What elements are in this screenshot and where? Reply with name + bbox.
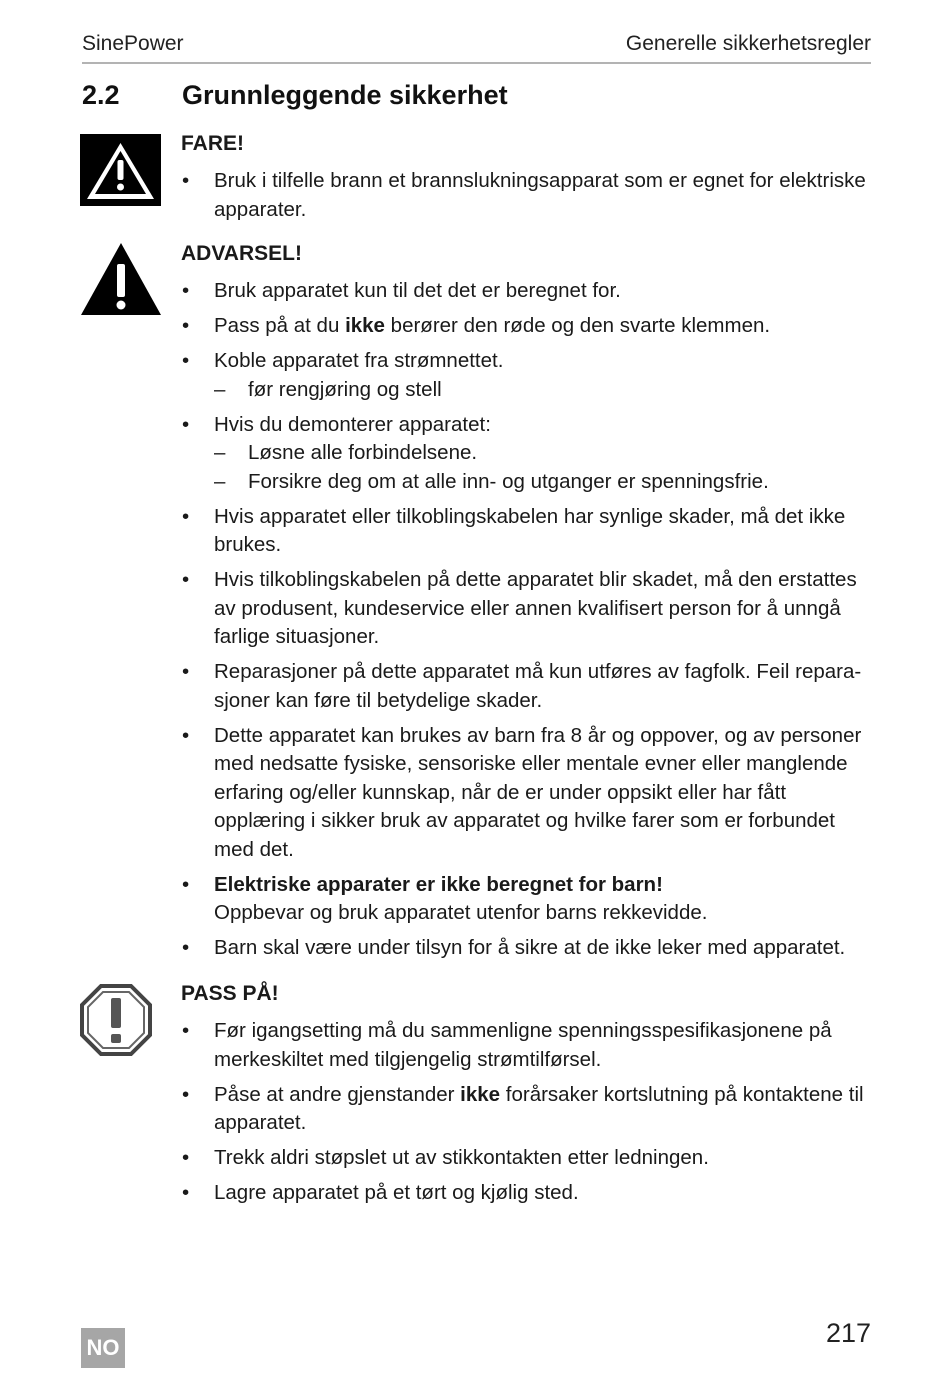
header-product-name: SinePower	[82, 32, 184, 55]
list-item: • Hvis tilkoblingskabelen på dette apparatet blir skadet, må den erstattes av produsent, kundeservice eller annen kvalifisert person for å unngå farlige situasjoner.	[181, 566, 873, 652]
list-item-text: Hvis du demonterer apparatet:	[214, 412, 491, 436]
list-item	[181, 312, 873, 341]
text-fragment: Pass på at du	[214, 314, 346, 337]
page-header	[82, 30, 871, 64]
list-item: • Trekk aldri støpslet ut av stikkontakten etter ledningen.	[181, 1144, 873, 1173]
section-number: 2.2	[82, 80, 120, 110]
notice-label: PASS PÅ!	[181, 982, 279, 1005]
text-fragment: berører den røde og den svarte klemmen.	[384, 314, 771, 337]
danger-triangle-icon	[80, 134, 161, 206]
notice-octagon-icon	[80, 984, 152, 1056]
list-item-text: Oppbevar og bruk apparatet utenfor barns rekkevidde.	[214, 901, 708, 924]
warning-triangle-icon	[80, 242, 162, 316]
notice-block	[181, 980, 873, 1214]
language-badge: NO	[81, 1328, 125, 1368]
sub-list-item: – før rengjøring og stell	[214, 376, 873, 405]
emphasis-text: Elektriske apparater er ikke beregnet for barn!	[214, 872, 663, 896]
list-item: • Bruk i tilfelle brann et brannslukningsapparat som er egnet for elektriske apparater.	[181, 167, 873, 224]
list-item: • Barn skal være under tilsyn for å sikre at de ikke leker med apparatet.	[181, 934, 873, 963]
list-item	[181, 871, 873, 928]
list-item: • Bruk apparatet kun til det det er beregnet for.	[181, 277, 873, 306]
list-item: • Dette apparatet kan brukes av barn fra 8 år og oppover, og av personer med nedsatte fysiske, sensoriske eller mentale evner eller manglende erfaring og/eller kunnskap, når de er under oppsikt eller har fått opplæring i sikker bruk av apparatet og hvilke farer som er forbundet med det.	[181, 722, 873, 865]
danger-label: FARE!	[181, 132, 244, 155]
page-number: 217	[825, 1318, 871, 1348]
list-item-text: Koble apparatet fra strømnettet.	[214, 349, 504, 372]
list-item: • Lagre apparatet på et tørt og kjølig sted.	[181, 1179, 873, 1208]
list-item: • Reparasjoner på dette apparatet må kun utføres av fagfolk. Feil reparasjoner kan føre til betydelige skader.	[181, 658, 873, 715]
sub-list-item: – Forsikre deg om at alle inn- og utganger er spenningsfrie.	[214, 468, 873, 497]
text-fragment: forårsaker kortslutning på kontaktene til apparatet.	[214, 1082, 864, 1134]
emphasis-text: ikke	[345, 314, 385, 337]
warning-label: ADVARSEL!	[181, 242, 302, 265]
text-fragment: Påse at andre gjenstander	[214, 1082, 461, 1106]
danger-block	[181, 130, 873, 231]
list-item: • Før igangsetting må du sammenligne spenningsspesifikasjonene på merkeskiltet med tilgjengelig strømtilførsel.	[181, 1017, 873, 1074]
header-chapter-title: Generelle sikkerhetsregler	[625, 32, 871, 55]
emphasis-text: ikke	[460, 1082, 501, 1106]
section-title: Grunnleggende sikkerhet	[182, 80, 508, 110]
list-item: • Hvis apparatet eller tilkoblingskabelen har synlige skader, må det ikke brukes.	[181, 503, 873, 560]
sub-list-item: – Løsne alle forbindelsene.	[214, 439, 873, 468]
warning-block	[181, 240, 873, 969]
list-item	[181, 347, 873, 404]
list-item	[181, 1081, 873, 1138]
list-item	[181, 411, 873, 497]
